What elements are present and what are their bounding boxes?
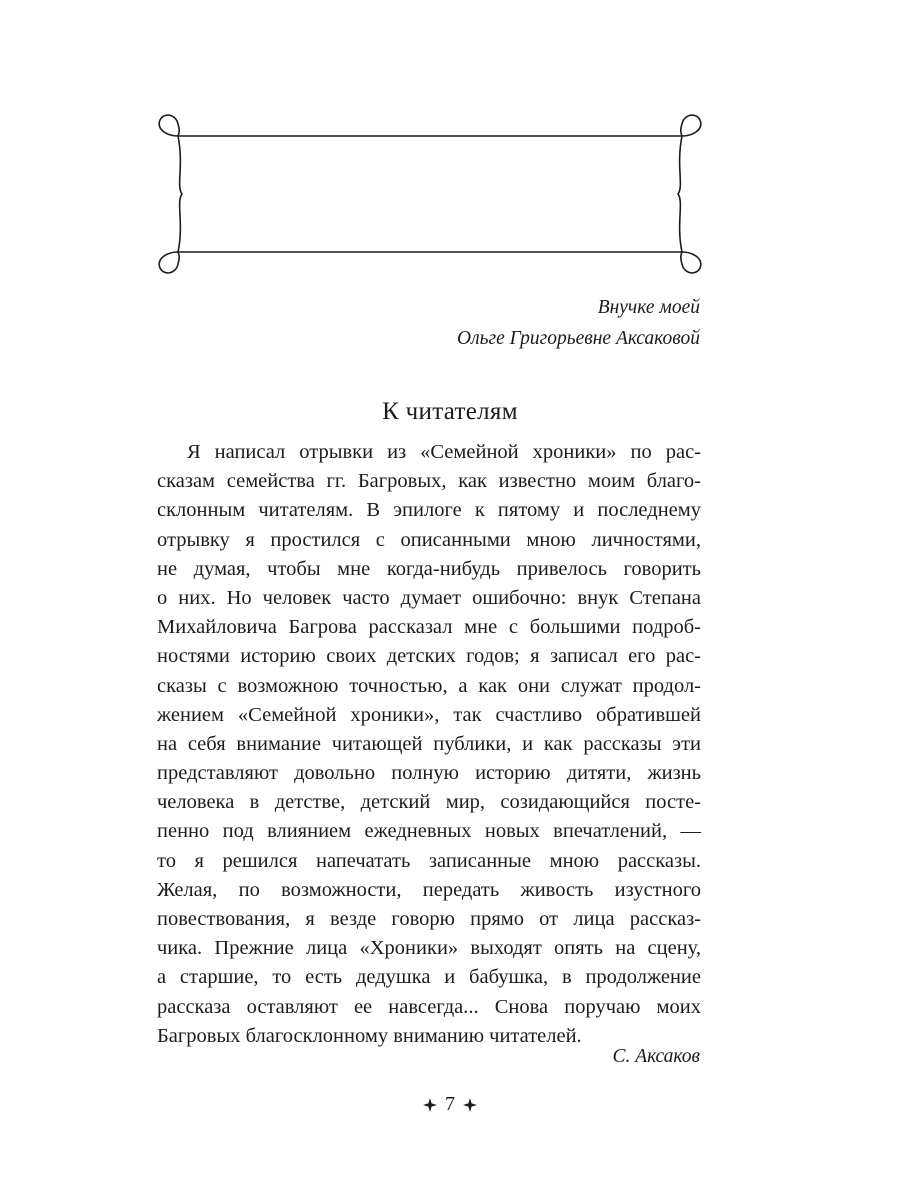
body-line: чика. Прежние лица «Хроники» выходят опять на сцену, [157, 937, 701, 960]
body-line: Желая, по возможности, передать живость изустного [157, 878, 701, 901]
author-signature: С. Аксаков [612, 1046, 700, 1067]
body-line: человека в детстве, детский мир, созидающийся посте- [157, 791, 701, 814]
body-line: а старшие, то есть дедушка и бабушка, в продолжение [157, 966, 701, 989]
page-footer [0, 1093, 900, 1116]
body-line: пенно под влиянием ежедневных новых впечатлений, — [157, 820, 701, 843]
body-line: повествования, я везде говорю прямо от лица рассказ- [157, 908, 701, 930]
body-line: не думая, чтобы мне когда-нибудь привелось говорить [157, 557, 701, 580]
decorative-scroll-frame [150, 106, 710, 282]
page-number: 7 [445, 1093, 455, 1115]
body-line: о них. Но человек часто думает ошибочно: внук Степана [157, 586, 701, 609]
body-line: отрывку я простился с описанными мною личностями, [157, 528, 701, 551]
chapter-title: К читателям [382, 398, 518, 425]
four-point-star-icon [463, 1098, 477, 1112]
body-paragraph [157, 438, 701, 1051]
body-line: сказы с возможною точностью, а как они служат продол- [157, 674, 701, 697]
body-line: ностями историю своих детских годов; я записал его рас- [157, 645, 701, 668]
body-line: Михайловича Багрова рассказал мне с большими подроб- [157, 616, 701, 639]
body-line: на себя внимание читающей публики, и как рассказы эти [157, 732, 701, 755]
body-line: то я решился напечатать записанные мною рассказы. [157, 849, 701, 872]
dedication [457, 292, 700, 354]
four-point-star-icon [423, 1098, 437, 1112]
body-line: Багровых благосклонному вниманию читателей. [157, 1024, 582, 1047]
body-line: представляют довольно полную историю дитяти, жизнь [157, 762, 701, 785]
body-line: сказам семейства гг. Багровых, как известно моим благо- [157, 470, 701, 493]
body-line: рассказа оставляют ее навсегда... Снова поручаю моих [157, 995, 701, 1018]
body-line: Я написал отрывки из «Семейной хроники» по рас- [187, 441, 701, 463]
dedication-line-1: Внучке моей [597, 297, 700, 318]
body-line: склонным читателям. В эпилоге к пятому и последнему [157, 499, 701, 522]
dedication-line-2: Ольге Григорьевне Аксаковой [457, 328, 700, 349]
body-line: жением «Семейной хроники», так счастливо обратившей [157, 703, 701, 726]
